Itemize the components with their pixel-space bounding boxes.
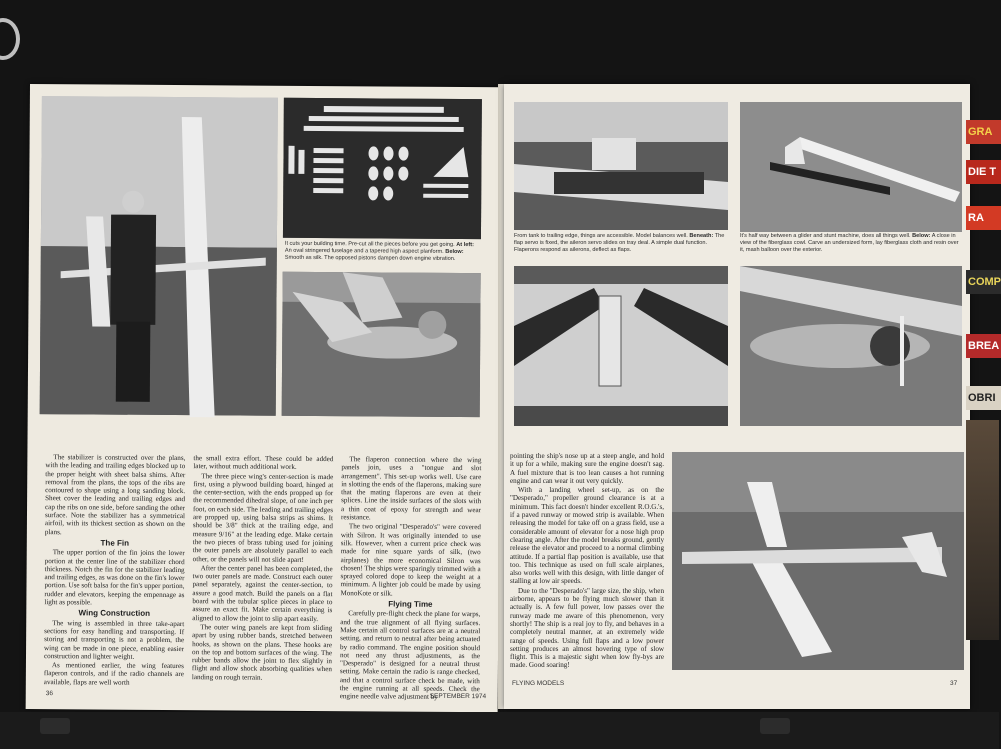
photo-caption-left: It cuts your building time. Pre-cut all the pieces before you get going. At left: An oval stringered fuselage and a tapered high aspect planform. Below: Smooth as silk. The opposed pistons dampen down engine vibration. bbox=[284, 240, 474, 263]
article-column-2: the small extra effort. These could be added later, without much additional work. The three piece wing's center-section is made first, using a plywood building board, hinged at the center-section, with the ends propped up for the recommended dihedral slope, of one inch per foot, on each side. The leading and trailing edges are propped up, using balsa strips as shims. It should be 3/8" thick at the trailing edge, and measure 9/16" at the leading edge. Make certain the two pieces of brass tubing used for joining the outer panels are absolutely parallel to each other, or the panels will not slide apart! After the center panel has been completed, the two outer panels are made. Construct each outer panel separately, against the center-section, to assure a good match. Build the panels on a flat board with the tubular splice pieces in place to assure an exact fit. Make certain everything is aligned to allow the joint to slip apart easily. The outer wing panels are kept from sliding apart by using rubber bands, stretched between hooks, as shown on the plans. These hooks are on the top and bottom surfaces of the wing. The rubber bands allow the joint to flex slightly in flight and allow shock absorbing qualities when landing on rough terrain. bbox=[191, 454, 334, 682]
book-stack bbox=[966, 420, 999, 640]
builder-illustration bbox=[40, 96, 278, 416]
table-edge bbox=[0, 712, 999, 749]
article-column-1: The stabilizer is constructed over the plans, with the leading and trailing edges blocked up to the proper height with sheet balsa shims. After removal from the plans, the tops of the ribs are contoured to shape using a long sanding block. Sheet cover the leading and trailing edges and cap the ribs on one side, before sanding the other surface. Note the stabilizer has a symmetrical airfoil, with its thickest section as shown on the plans. The Fin The upper portion of the fin joins the lower portion at the center line of the stabilizer chord thickness. Notch the fin for the stabilizer leading and trailing edges, as was done on the fin's lower portion. Use soft balsa for the fin's upper portion, rudder and elevators, keeping the empennage as light as possible. Wing Construction The wing is assembled in three take-apart sections for easy handling and transporting. If storing and transporting is not a problem, the wing can be made in one piece, enabling easier construction and lighter weight. As mentioned earlier, the wing features flaperon controls, and if the radio channels are available, flaps are well worth bbox=[43, 453, 186, 687]
binder-ring bbox=[0, 18, 20, 60]
engine-illustration bbox=[282, 272, 481, 417]
book-spine: GRA bbox=[966, 120, 1001, 144]
book-spine: OBRI bbox=[966, 386, 1001, 410]
book-spine: RA bbox=[966, 206, 1001, 230]
plane-flyby-illustration bbox=[672, 452, 964, 670]
photo-engine-install bbox=[282, 272, 481, 417]
article-column-right: pointing the ship's nose up at a steep angle, and hold it up for a while, making sure the engine doesn't sag. A fuel mixture that is too lean causes a hot running engine and can wear it out very quickly. With a landing wheel set-up, as on the "Desperado," propeller ground clearance is at a minimum. This fact doesn't hinder excellent R.O.G.'s, if a paved runway or mowed strip is available. When releasing the model for take off on a grass field, use a considerable amount of elevator for a nose high prop clearing angle. After the model breaks ground, gently release the elevator and proceed to a normal climbing attitude. If a partial flap position is available, use that too. This technique as used on full scale airplanes, also works well with this design, with little danger of stalling at low air speeds. Due to the "Desperado's" large size, the ship, when airborne, appears to be flying much slower than it actually is. A few full power, low passes over the runway made me aware of this phenomenon, very shortly! The ship is a real joy to fly, and behaves in a completely neutral manner, at an extremely wide range of speeds. Using full flaps and a low power setting produces an almost hovering type of slow flight. This is a majestic sight when low fly-bys are made. Good soaring! bbox=[510, 452, 664, 670]
page-number-right: 37 bbox=[950, 680, 958, 687]
heading-flying-time: Flying Time bbox=[388, 599, 433, 609]
photo-precut-parts bbox=[283, 98, 482, 239]
photo-caption-right-1: From tank to trailing edge, things are accessible. Model balances well. Beneath: The flap servo is fixed, the aileron servo slides on tray deal. A simple dual function. Flaperons respond as ailerons, deflect as flaps. bbox=[514, 233, 725, 254]
left-page bbox=[26, 84, 502, 712]
photo-wing-servo bbox=[514, 266, 728, 426]
book-spine: BREA bbox=[966, 334, 1001, 358]
bookshelf bbox=[966, 120, 999, 640]
wing-servo-illustration bbox=[514, 266, 728, 426]
photo-fiberglass-cowl bbox=[740, 266, 962, 426]
plane-on-grass-illustration bbox=[740, 102, 962, 232]
parts-illustration bbox=[283, 98, 482, 239]
photo-plane-on-grass bbox=[740, 102, 962, 232]
article-column-3: The flaperon connection where the wing panels join, uses a "tongue and slot arrangement". This set-up works well. Use care in slotting the ends of the flaperons, making sure that the mating flaperons are even at their splices. Line the inside surfaces of the slots with a thin coat of epoxy for strength and wear resistance. The two original "Desperado's" were covered with Silron. It was originally intended to use silk. However, when a current price check was made for nine square yards of silk, (two airplanes) the more economical Silron was chosen! The ships were sparingly trimmed with a sprayed colored dope to keep the weight at a minimum. A lighter job could be made by using MonoKote or silk. Flying Time Carefully pre-flight check the plane for warps, and the true alignment of all flying surfaces. Make certain all control surfaces are at a neutral setting, and return to neutral after being actuated by radio command. The engine position should not need any thrust adjustments, as the "Desperado" is designed for a neutral thrust setting. Make certain the radio is range checked, and that a control surface check be made, with the engine running at all speeds. Check the engine needle valve adjustment by bbox=[339, 455, 482, 702]
photo-caption-right-2: It's half way between a glider and stunt machine, does all things well. Below: A close in view of the fiberglass cowl. Carve an undersized form, lay fiberglass cloth and resin over it, mash balloon over the exterior. bbox=[740, 233, 959, 254]
photo-fuselage-interior bbox=[514, 102, 728, 230]
issue-date: SEPTEMBER 1974 bbox=[429, 692, 487, 701]
right-page bbox=[504, 84, 970, 709]
book-spine: DIE T bbox=[966, 160, 1001, 184]
fuselage-illustration bbox=[514, 102, 728, 230]
cowl-illustration bbox=[740, 266, 962, 426]
photo-plane-flyby bbox=[672, 452, 964, 670]
page-number-left: 36 bbox=[45, 690, 54, 698]
heading-wing-construction: Wing Construction bbox=[78, 608, 151, 619]
photo-builder-with-model bbox=[40, 96, 278, 416]
heading-the-fin: The Fin bbox=[100, 538, 130, 548]
book-spine: COMP bbox=[966, 270, 1001, 294]
binder-clip bbox=[40, 718, 70, 734]
binder-clip bbox=[760, 718, 790, 734]
publication-name: FLYING MODELS bbox=[512, 680, 565, 687]
